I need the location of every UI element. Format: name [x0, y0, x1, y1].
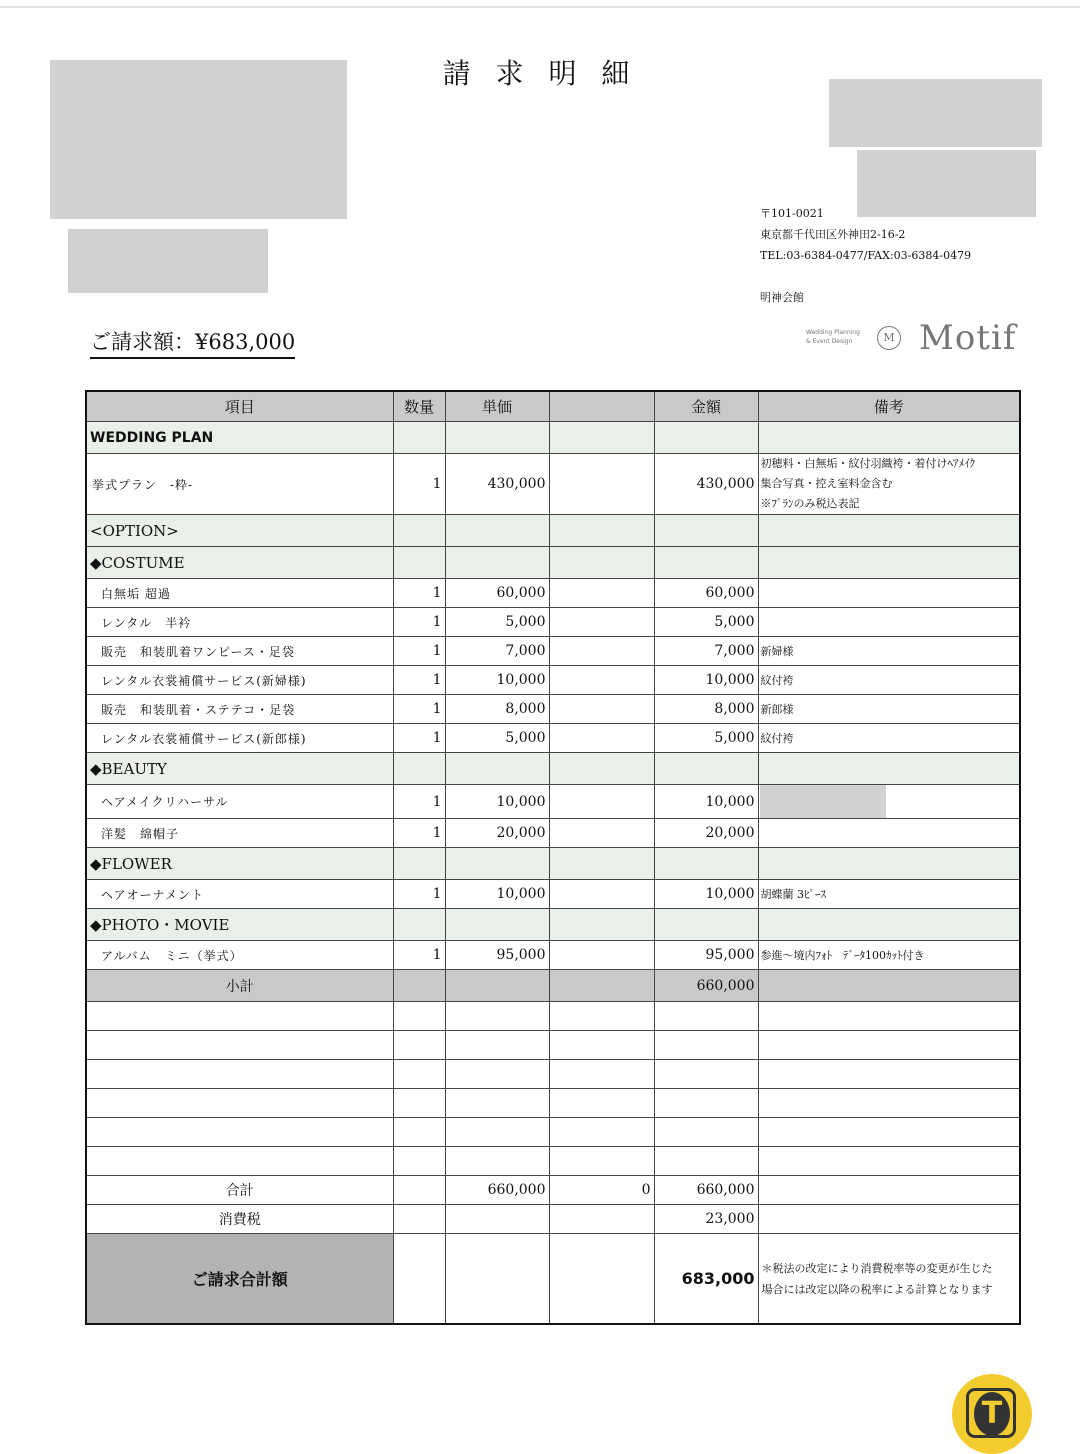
section-row [86, 422, 1020, 454]
item-note [758, 608, 1020, 637]
item-qty: 1 [393, 637, 445, 666]
table-row [86, 454, 1020, 515]
redacted-note [760, 785, 886, 818]
total-col4: 0 [549, 1176, 654, 1205]
header-notes: 備考 [758, 391, 1020, 422]
section-label: ◆PHOTO・MOVIE [86, 909, 393, 941]
table-row [86, 724, 1020, 753]
total-row [86, 1176, 1020, 1205]
item-name: 白無垢 超過 [86, 579, 393, 608]
table-row [86, 695, 1020, 724]
subtotal-amount: 660,000 [654, 970, 758, 1002]
item-name: アルバム ミニ（挙式） [86, 941, 393, 970]
item-name: 販売 和装肌着・ステテコ・足袋 [86, 695, 393, 724]
table-row [86, 941, 1020, 970]
redacted-issuer-name [829, 79, 1042, 147]
item-qty: 1 [393, 454, 445, 515]
issuer-venue: 明神会館 [760, 291, 804, 304]
blank-row [86, 1118, 1020, 1147]
grand-total-amount: 683,000 [654, 1234, 758, 1325]
table-row [86, 666, 1020, 695]
item-unit: 10,000 [445, 666, 549, 695]
blank-row [86, 1147, 1020, 1176]
top-divider [0, 6, 1080, 8]
item-amount: 60,000 [654, 579, 758, 608]
tax-amount: 23,000 [654, 1205, 758, 1234]
tax-label: 消費税 [86, 1205, 393, 1234]
billing-total: ご請求額：¥683,000 [90, 326, 295, 359]
section-row [86, 753, 1020, 785]
section-row [86, 909, 1020, 941]
item-name: 挙式プラン -粋- [86, 454, 393, 515]
item-qty: 1 [393, 785, 445, 819]
redacted-issuer-seal [857, 150, 1036, 217]
table-row [86, 819, 1020, 848]
item-name: 洋髪 綿帽子 [86, 819, 393, 848]
issuer-tel-fax: TEL:03-6384-0477/FAX:03-6384-0479 [760, 249, 972, 262]
tax-row [86, 1205, 1020, 1234]
item-note: 胡蝶蘭 3ﾋﾟｰｽ [758, 880, 1020, 909]
item-unit: 10,000 [445, 880, 549, 909]
issuer-postal: 〒101-0021 [760, 207, 824, 220]
item-unit: 20,000 [445, 819, 549, 848]
item-name: レンタル 半衿 [86, 608, 393, 637]
subtotal-label: 小計 [86, 970, 393, 1002]
grand-total-label: ご請求合計額 [86, 1234, 393, 1325]
redacted-recipient-detail [68, 229, 268, 293]
item-amount: 20,000 [654, 819, 758, 848]
logo-tagline: Wedding Planning & Event Design [806, 329, 860, 345]
table-row [86, 880, 1020, 909]
item-name: 販売 和装肌着ワンピース・足袋 [86, 637, 393, 666]
header-item: 項目 [86, 391, 393, 422]
item-note [758, 819, 1020, 848]
table-row [86, 785, 1020, 819]
item-unit: 95,000 [445, 941, 549, 970]
item-qty: 1 [393, 666, 445, 695]
redacted-recipient-name [50, 60, 347, 219]
section-label: ◆BEAUTY [86, 753, 393, 785]
motif-logo-mark-icon: M [877, 326, 901, 350]
logo-wordmark: Motif [919, 318, 1017, 358]
item-name: ヘアメイクリハーサル [86, 785, 393, 819]
section-label: ◆FLOWER [86, 848, 393, 880]
item-amount: 430,000 [654, 454, 758, 515]
item-unit: 5,000 [445, 724, 549, 753]
blank-row [86, 1031, 1020, 1060]
item-note: 紋付袴 [758, 666, 1020, 695]
item-note: 参進～境内ﾌｫﾄ ﾃﾞｰﾀ100ｶｯﾄ付き [758, 941, 1020, 970]
table-row [86, 579, 1020, 608]
item-amount: 5,000 [654, 608, 758, 637]
item-qty: 1 [393, 608, 445, 637]
item-note: 紋付袴 [758, 724, 1020, 753]
translate-badge-icon[interactable] [952, 1374, 1032, 1454]
section-label: <OPTION> [86, 515, 393, 547]
item-amount: 7,000 [654, 637, 758, 666]
item-qty: 1 [393, 819, 445, 848]
document-title: 請 求 明 細 [442, 57, 638, 90]
item-name: ヘアオーナメント [86, 880, 393, 909]
table-row [86, 608, 1020, 637]
subtotal-row [86, 970, 1020, 1002]
item-note: 新郎様 [758, 695, 1020, 724]
item-qty: 1 [393, 941, 445, 970]
section-row [86, 515, 1020, 547]
item-note: 初穂料・白無垢・紋付羽織袴・着付けﾍｱﾒｲｸ 集合写真・控え室料金含む ※ﾌﾟﾗﾝのみ税込表記 [758, 454, 1020, 515]
item-amount: 5,000 [654, 724, 758, 753]
item-unit: 8,000 [445, 695, 549, 724]
badge-letter: T [974, 1392, 1010, 1436]
item-unit: 10,000 [445, 785, 549, 819]
table-header-row [86, 391, 1020, 422]
item-qty: 1 [393, 724, 445, 753]
item-unit: 7,000 [445, 637, 549, 666]
table-row [86, 637, 1020, 666]
issuer-address: 東京都千代田区外神田2-16-2 [760, 228, 906, 241]
section-label: ◆COSTUME [86, 547, 393, 579]
item-note: 新婦様 [758, 637, 1020, 666]
item-amount: 10,000 [654, 880, 758, 909]
grand-total-note: ＊税法の改定により消費税率等の変更が生じた 場合には改定以降の税率による計算となります [758, 1234, 1020, 1325]
item-amount: 95,000 [654, 941, 758, 970]
header-blank [549, 391, 654, 422]
item-qty: 1 [393, 880, 445, 909]
item-qty: 1 [393, 579, 445, 608]
item-amount: 8,000 [654, 695, 758, 724]
total-unit: 660,000 [445, 1176, 549, 1205]
item-name: レンタル衣裳補償サービス(新郎様) [86, 724, 393, 753]
header-unit-price: 単価 [445, 391, 549, 422]
item-unit: 60,000 [445, 579, 549, 608]
total-amount: 660,000 [654, 1176, 758, 1205]
item-name: レンタル衣裳補償サービス(新婦様) [86, 666, 393, 695]
item-qty: 1 [393, 695, 445, 724]
section-row [86, 848, 1020, 880]
motif-logo [806, 318, 1020, 362]
header-amount: 金額 [654, 391, 758, 422]
item-note [758, 785, 1020, 819]
item-amount: 10,000 [654, 785, 758, 819]
header-qty: 数量 [393, 391, 445, 422]
section-label: WEDDING PLAN [86, 422, 393, 454]
blank-row [86, 1089, 1020, 1118]
blank-row [86, 1060, 1020, 1089]
blank-row [86, 1002, 1020, 1031]
item-unit: 5,000 [445, 608, 549, 637]
item-amount: 10,000 [654, 666, 758, 695]
section-row [86, 547, 1020, 579]
invoice-table [85, 390, 1021, 1325]
total-label: 合計 [86, 1176, 393, 1205]
item-note [758, 579, 1020, 608]
grand-total-row [86, 1234, 1020, 1325]
item-unit: 430,000 [445, 454, 549, 515]
